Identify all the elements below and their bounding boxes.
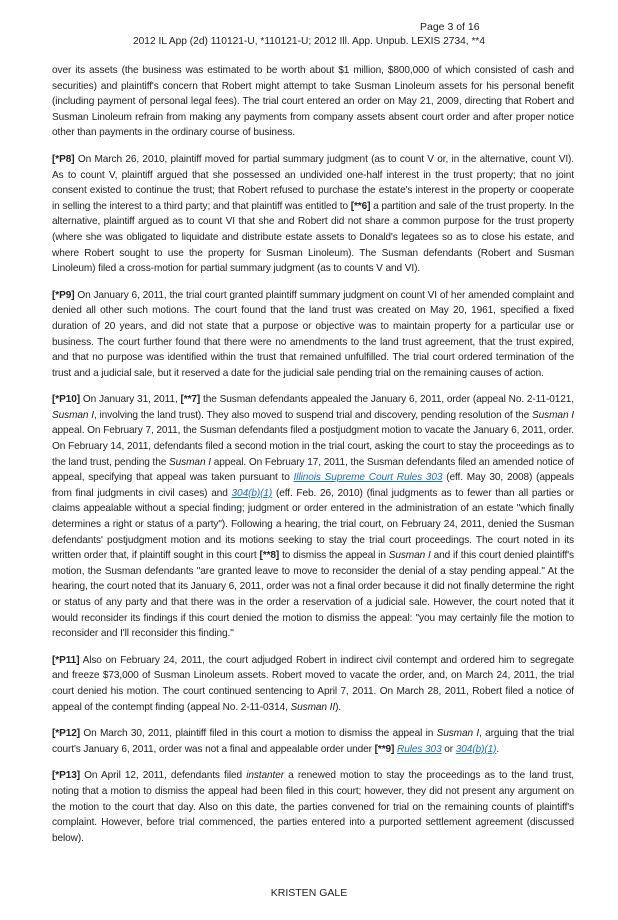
paragraph-text: On March 30, 2011, plaintiff filed in this court a motion to dismiss the appeal in bbox=[80, 728, 437, 740]
paragraph-text: . bbox=[496, 743, 500, 755]
paragraph-p8 bbox=[52, 152, 574, 277]
rule-304b1-link[interactable]: 304(b)(1) bbox=[455, 743, 497, 755]
paragraph-text: (eff. May 30, 2008) (appeals from final judgments in civil cases) and bbox=[52, 472, 575, 499]
paragraph-text: over its assets (the business was estimated to be worth about $1 million, $800,000 of which consisted of cash and securities) and plaintiff's concern that Robert might attempt to take Susman Linoleum assets for his personal benefit (including payment of personal legal fees). The trial court entered an order on May 21, 2009, directing that Robert and Susman Linoleum refrain from making any payments from company assets absent court order and after proper notice other than payments in the ordinary course of business. bbox=[52, 65, 574, 139]
paragraph-text: On April 12, 2011, defendants filed bbox=[80, 770, 247, 782]
paragraph-p11 bbox=[52, 653, 574, 715]
paragraph-marker: [*P11] bbox=[52, 654, 80, 666]
paragraph-text: Also on February 24, 2011, the court adjudged Robert in indirect civil contempt and ordered him to segregate and freeze $73,000 of Susman Linoleum assets. Robert moved to vacate the order, and, on March 24, 2011, the trial court denied his motion. The court continued sentencing to April 7, 2011. On March 28, 2011, Robert filed a notice of appeal of the contempt finding (appeal No. 2-11-0314, bbox=[52, 654, 574, 713]
paragraph-text: the Susman defendants appealed the January 6, 2011, order (appeal No. 2-11-0121, bbox=[200, 394, 574, 406]
page-pin-marker: [**9] bbox=[374, 743, 395, 755]
paragraph-text: (eff. Feb. 26, 2010) (final judgments as to fewer than all parties or claims appealable without a special finding; judgment or order entered in the administration of an estate "which finally determines a right or status of a party"). Following a hearing, the trial court, on February 24, 2011, denied the Susman defendants' postjudgment motion and its motions seeking to stay the trial court proceedings. The court noted in its written order that, if plaintiff sought in this court bbox=[52, 487, 574, 562]
case-name: Susman I bbox=[52, 409, 94, 421]
paragraph-p9 bbox=[52, 288, 574, 382]
rules-303-link[interactable]: Rules 303 bbox=[397, 743, 442, 755]
paragraph-p12 bbox=[52, 726, 574, 757]
case-name: Susman I bbox=[436, 728, 480, 740]
case-citation-header: 2012 IL App (2d) 110121-U, *110121-U; 2012 Ill. App. Unpub. LEXIS 2734, **4 bbox=[132, 36, 486, 47]
case-name: Susman I bbox=[169, 456, 211, 468]
paragraph-text: On March 26, 2010, plaintiff moved for partial summary judgment (as to count V or, in the alternative, count VI). As to count V, plaintiff argued that she possessed an undivided one-half interest in the trust property; that no joint consent existed to continue the trust; that Robert refused to purchase the estate's interest in the property or cooperate in selling the interest to a third party; and that plaintiff was entitled to bbox=[52, 153, 574, 212]
paragraph-text: , involving the land trust). They also moved to suspend trial and discovery, pending resolution of the bbox=[93, 409, 533, 421]
paragraph-marker: [*P10] bbox=[52, 394, 81, 406]
page-pin-marker: [**8] bbox=[259, 550, 280, 562]
paragraph-text: a partition and sale of the trust property. In the alternative, plaintiff argued as to count VI that she and Robert did not share a common purpose for the trust property (where she was obligated to liquidate and distribute estate assets to Donald's legatees so as to close his estate, and where Robert sought to use the property for Susman Linoleum). The Susman defendants (Robert and Susman Linoleum) filed a cross-motion for partial summary judgment (as to counts V and VI). bbox=[52, 200, 574, 275]
paragraph-text: appeal. On February 7, 2011, the Susman defendants filed a postjudgment motion to vacate the January 6, 2011, order. On February 14, 2011, defendants filed a second motion in the trial court, asking the court to stay the proceedings as to the land trust, pending the bbox=[52, 425, 574, 468]
rule-303-link[interactable]: Illinois Supreme Court Rules 303 bbox=[293, 472, 443, 484]
paragraph-text: ). bbox=[335, 701, 342, 713]
page-pin-marker: [**6] bbox=[350, 200, 371, 212]
paragraph-text: , arguing that the trial court's January 6, 2011, order was not a final and appealable order under bbox=[52, 728, 574, 755]
rule-304b1-link[interactable]: 304(b)(1) bbox=[231, 487, 273, 499]
paragraph-text: or bbox=[441, 743, 456, 755]
footer-name: KRISTEN GALE bbox=[270, 887, 348, 900]
paragraph-marker: [*P8] bbox=[52, 153, 75, 165]
latin-term: instanter bbox=[246, 770, 285, 782]
paragraph-text: On January 6, 2011, the trial court granted plaintiff summary judgment on count VI of her amended complaint and denied all other such motions. The court found that the land trust was created on May 20, 1961, specified a fixed duration of 20 years, and did not state that a purpose or objective was to maintain property for a particular use or business. The court further found that there were no amendments to the land trust agreement, that the trust expired, and that no purpose was identified within the trust that remained unfulfilled. The trial court ordered termination of the trust and a judicial sale, but it reserved a date for the judicial sale pending trial on the remaining causes of action. bbox=[52, 289, 574, 379]
page-pin-marker: [**7] bbox=[180, 394, 201, 406]
paragraph-marker: [*P12] bbox=[52, 728, 81, 740]
paragraph-p13 bbox=[52, 768, 574, 846]
paragraph-p10 bbox=[52, 392, 574, 642]
case-name: Susman I bbox=[532, 409, 574, 421]
paragraph-marker: [*P9] bbox=[52, 289, 75, 301]
paragraph-continued bbox=[52, 63, 574, 141]
paragraph-text: and if this court denied plaintiff's motion, the Susman defendants "are granted leave to move to reconsider the denial of a stay pending appeal." At the hearing, the court noted that its January 6, 2011, order was not a final order because it did not finally determine the right or status of any party and that there was in the order a reservation of a judicial sale. However, the court noted that it would reconsider its findings if this court denied the motion to dismiss the appeal: "you may certainly file the motion to reconsider and I'll reconsider this finding." bbox=[52, 550, 575, 640]
case-name: Susman II bbox=[290, 701, 336, 713]
case-name: Susman I bbox=[388, 550, 431, 562]
paragraph-text: On January 31, 2011, bbox=[80, 394, 181, 406]
paragraph-marker: [*P13] bbox=[52, 770, 81, 782]
paragraph-text: to dismiss the appeal in bbox=[279, 550, 389, 562]
page-number: Page 3 of 16 bbox=[420, 21, 480, 33]
paragraph-text: a renewed motion to stay the proceedings as to the land trust, noting that a motion to dismiss the appeal had been filed in this court; however, they did not present any argument on the motion to the court that day. Also on this date, the parties convened for trial on the remaining counts of plaintiff's complaint. However, before trial commenced, the parties entered into a purported settlement agreement (discussed below). bbox=[52, 770, 574, 844]
paragraph-text: appeal. On February 17, 2011, the Susman defendants filed an amended notice of appeal, specifying that appeal was taken pursuant to bbox=[52, 456, 574, 484]
